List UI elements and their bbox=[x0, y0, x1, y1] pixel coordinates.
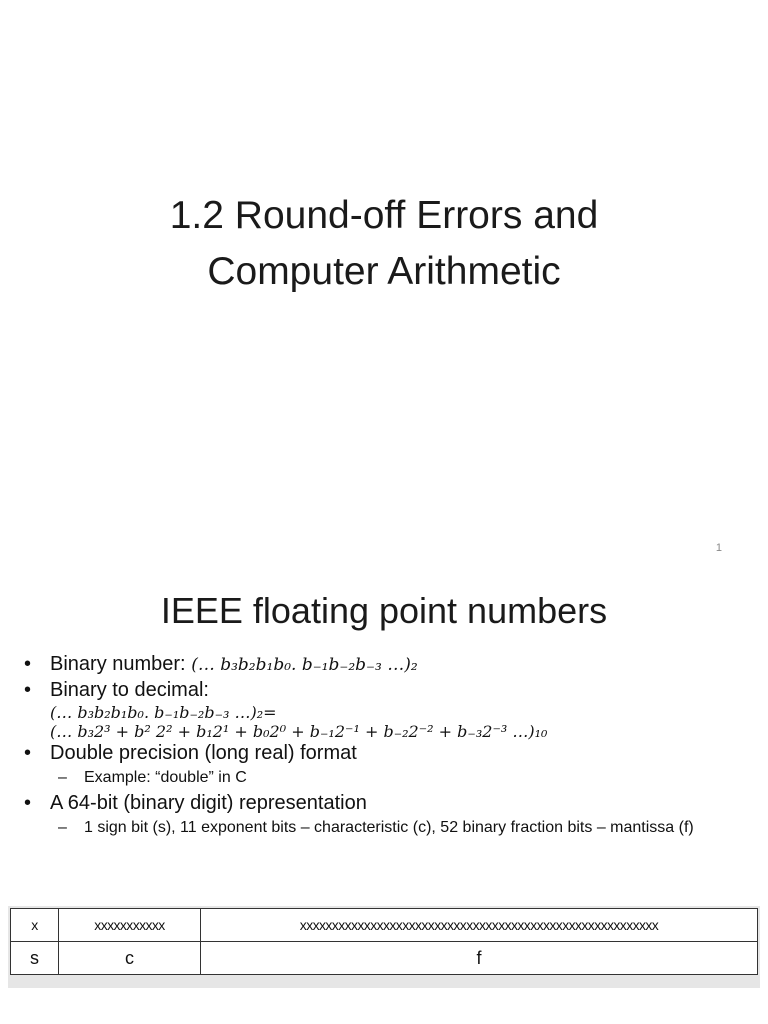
slide-2-title: IEEE floating point numbers bbox=[160, 590, 608, 631]
exponent-bits-cell: xxxxxxxxxxx bbox=[59, 909, 201, 942]
bullet-list bbox=[22, 652, 762, 841]
bullet-double-precision bbox=[22, 741, 762, 766]
title-line-1: 1.2 Round-off Errors and bbox=[169, 194, 599, 237]
bullet-64-bit bbox=[22, 791, 762, 816]
bullet-binary-to-decimal bbox=[22, 678, 762, 741]
slide-1-title bbox=[0, 188, 768, 300]
conversion-formula-line-1: (… b₃b₂b₁b₀. b₋₁b₋₂b₋₃ …)₂= bbox=[50, 703, 277, 722]
sub-bullet-bit-layout: – 1 sign bit (s), 11 exponent bits – characteristic (c), 52 binary fraction bits – mantissa (f) bbox=[22, 818, 762, 837]
mantissa-bits-cell: xxxxxxxxxxxxxxxxxxxxxxxxxxxxxxxxxxxxxxxxxxxxxxxxxxxxxxxx bbox=[201, 909, 758, 942]
slide-2 bbox=[0, 566, 768, 1024]
table-row bbox=[11, 909, 758, 942]
bullet-label: Double precision (long real) format bbox=[50, 742, 357, 764]
bullet-label: A 64-bit (binary digit) representation bbox=[50, 792, 367, 814]
conversion-formula-line-2: (… b₃2³ + b² 2² + b₁2¹ + b₀2⁰ + b₋₁2⁻¹ + b₋₂2⁻² + b₋₃2⁻³ …)₁₀ bbox=[50, 722, 548, 741]
bullet-binary-number bbox=[22, 652, 762, 678]
mantissa-label-cell: f bbox=[201, 942, 758, 975]
exponent-label-cell: c bbox=[59, 942, 201, 975]
sign-label-cell: s bbox=[11, 942, 59, 975]
sign-bit-cell: x bbox=[11, 909, 59, 942]
page-number: 1 bbox=[715, 542, 722, 554]
table-row bbox=[11, 942, 758, 975]
bit-layout-table bbox=[10, 908, 758, 975]
bullet-label: Binary to decimal: bbox=[50, 679, 209, 701]
bullet-label: Binary number: bbox=[50, 653, 186, 675]
binary-number-formula: (… b₃b₂b₁b₀. b₋₁b₋₂b₋₃ …)₂ bbox=[191, 655, 418, 675]
title-line-2: Computer Arithmetic bbox=[207, 250, 561, 293]
sub-bullet-example: – Example: “double” in C bbox=[22, 768, 762, 787]
